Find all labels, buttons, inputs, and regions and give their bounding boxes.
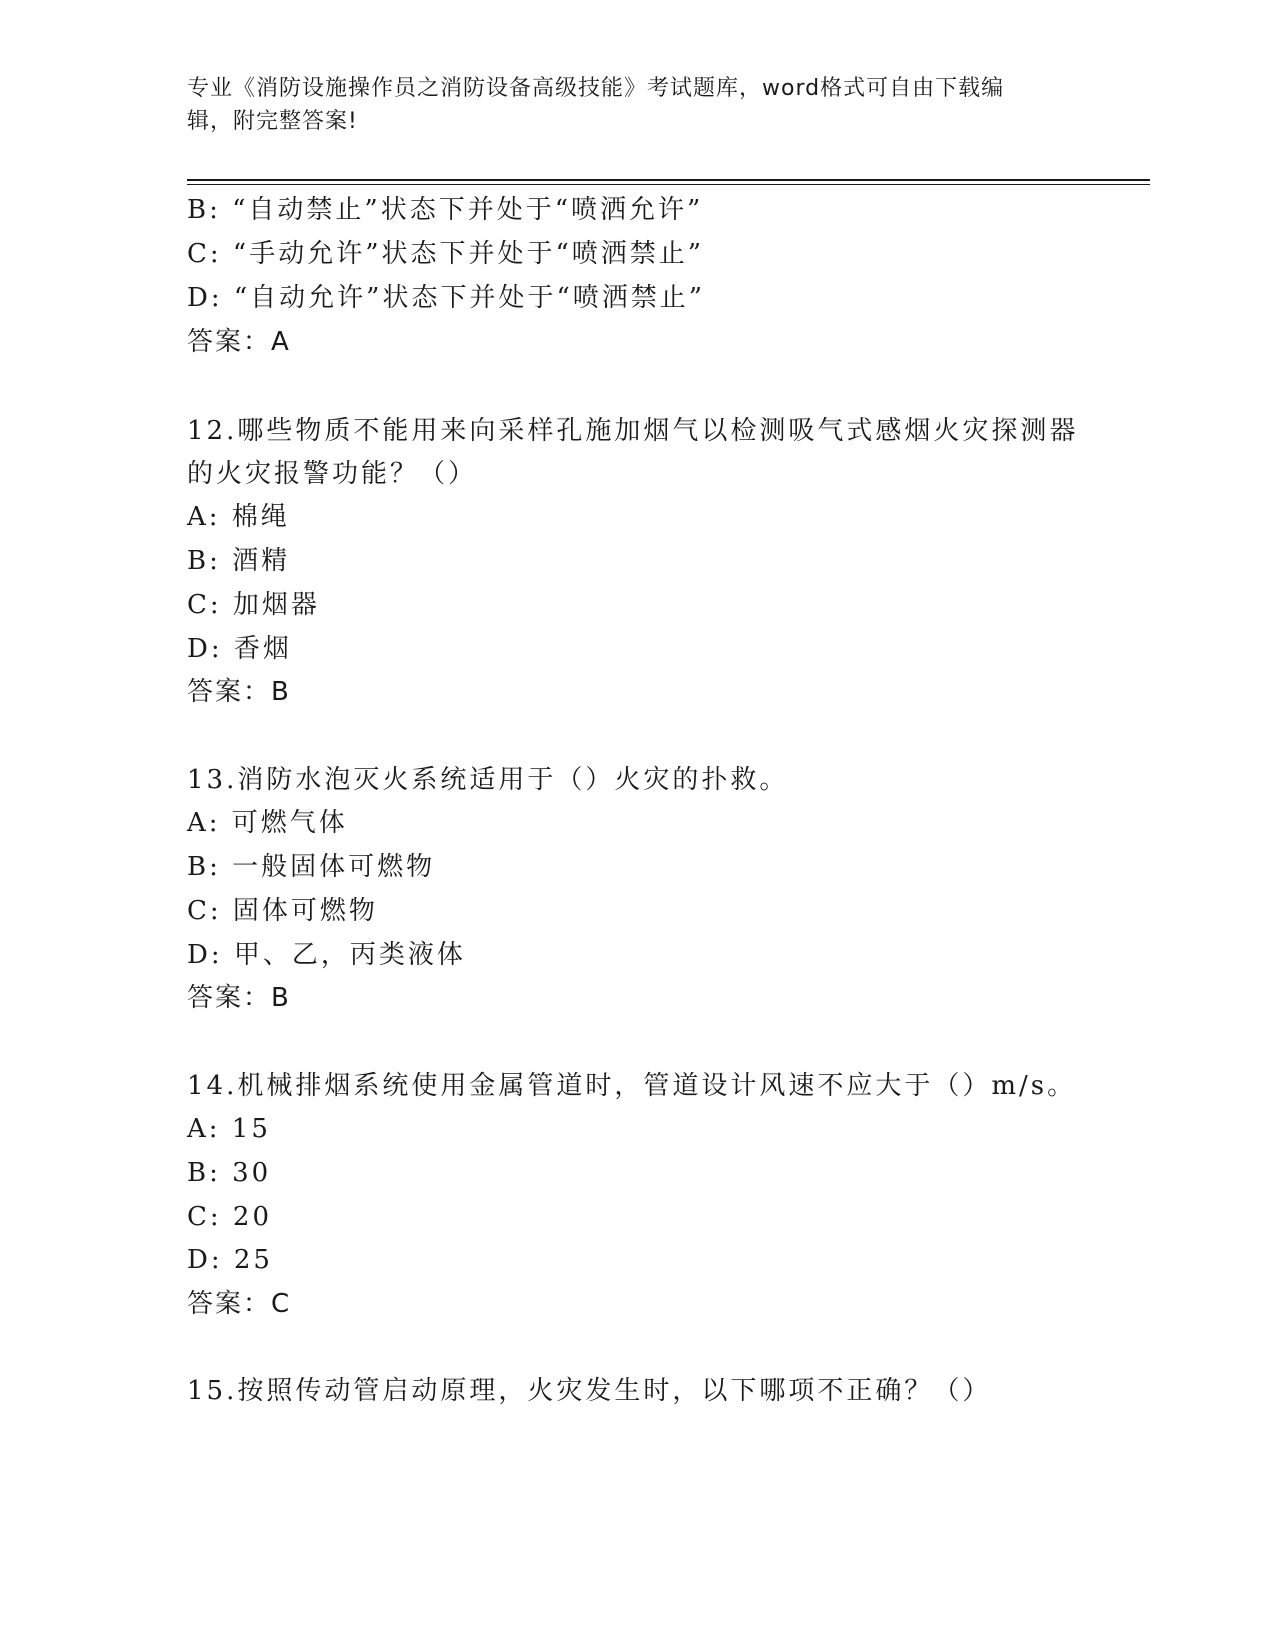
q13-option-b: B: 一般固体可燃物 xyxy=(187,852,436,882)
q12-option-d: D: 香烟 xyxy=(187,634,292,664)
q11-option-b: B: “自动禁止”状态下并处于“喷洒允许” xyxy=(187,195,704,225)
q12-stem-line-1: 12.哪些物质不能用来向采样孔施加烟气以检测吸气式感烟火灾探测器 xyxy=(187,416,1079,446)
q11-answer: 答案：A xyxy=(187,327,291,357)
q14-option-c: C: 20 xyxy=(187,1202,273,1232)
q13-option-d: D: 甲、乙，丙类液体 xyxy=(187,940,466,970)
q13-stem-line-1: 13.消防水泡灭火系统适用于（）火灾的扑救。 xyxy=(187,765,789,795)
q11-option-d: D: “自动允许”状态下并处于“喷洒禁止” xyxy=(187,283,706,313)
q14-option-a: A: 15 xyxy=(187,1114,271,1144)
q13-option-c: C: 固体可燃物 xyxy=(187,896,378,926)
q12-option-a: A: 棉绳 xyxy=(187,502,290,532)
q15-stem-line-1: 15.按照传动管启动原理，火灾发生时，以下哪项不正确？（） xyxy=(187,1376,992,1406)
header-divider-thick xyxy=(187,179,1150,181)
q14-stem-line-1: 14.机械排烟系统使用金属管道时，管道设计风速不应大于（）m/s。 xyxy=(187,1071,1077,1101)
q12-stem-line-2: 的火灾报警功能？（） xyxy=(187,459,478,489)
q11-option-c: C: “手动允许”状态下并处于“喷洒禁止” xyxy=(187,239,705,269)
q14-option-d: D: 25 xyxy=(187,1245,273,1275)
header-divider-thin xyxy=(187,184,1150,185)
q12-option-c: C: 加烟器 xyxy=(187,590,320,620)
header-line-2: 辑，附完整答案! xyxy=(187,109,358,134)
q14-option-b: B: 30 xyxy=(187,1158,272,1188)
q12-option-b: B: 酒精 xyxy=(187,546,291,576)
document-header xyxy=(187,72,1077,138)
q12-answer: 答案：B xyxy=(187,677,291,707)
q13-answer: 答案：B xyxy=(187,983,291,1013)
header-line-1: 专业《消防设施操作员之消防设备高级技能》考试题库，word格式可自由下载编 xyxy=(187,76,1005,101)
q14-answer: 答案：C xyxy=(187,1289,292,1319)
q13-option-a: A: 可燃气体 xyxy=(187,808,348,838)
